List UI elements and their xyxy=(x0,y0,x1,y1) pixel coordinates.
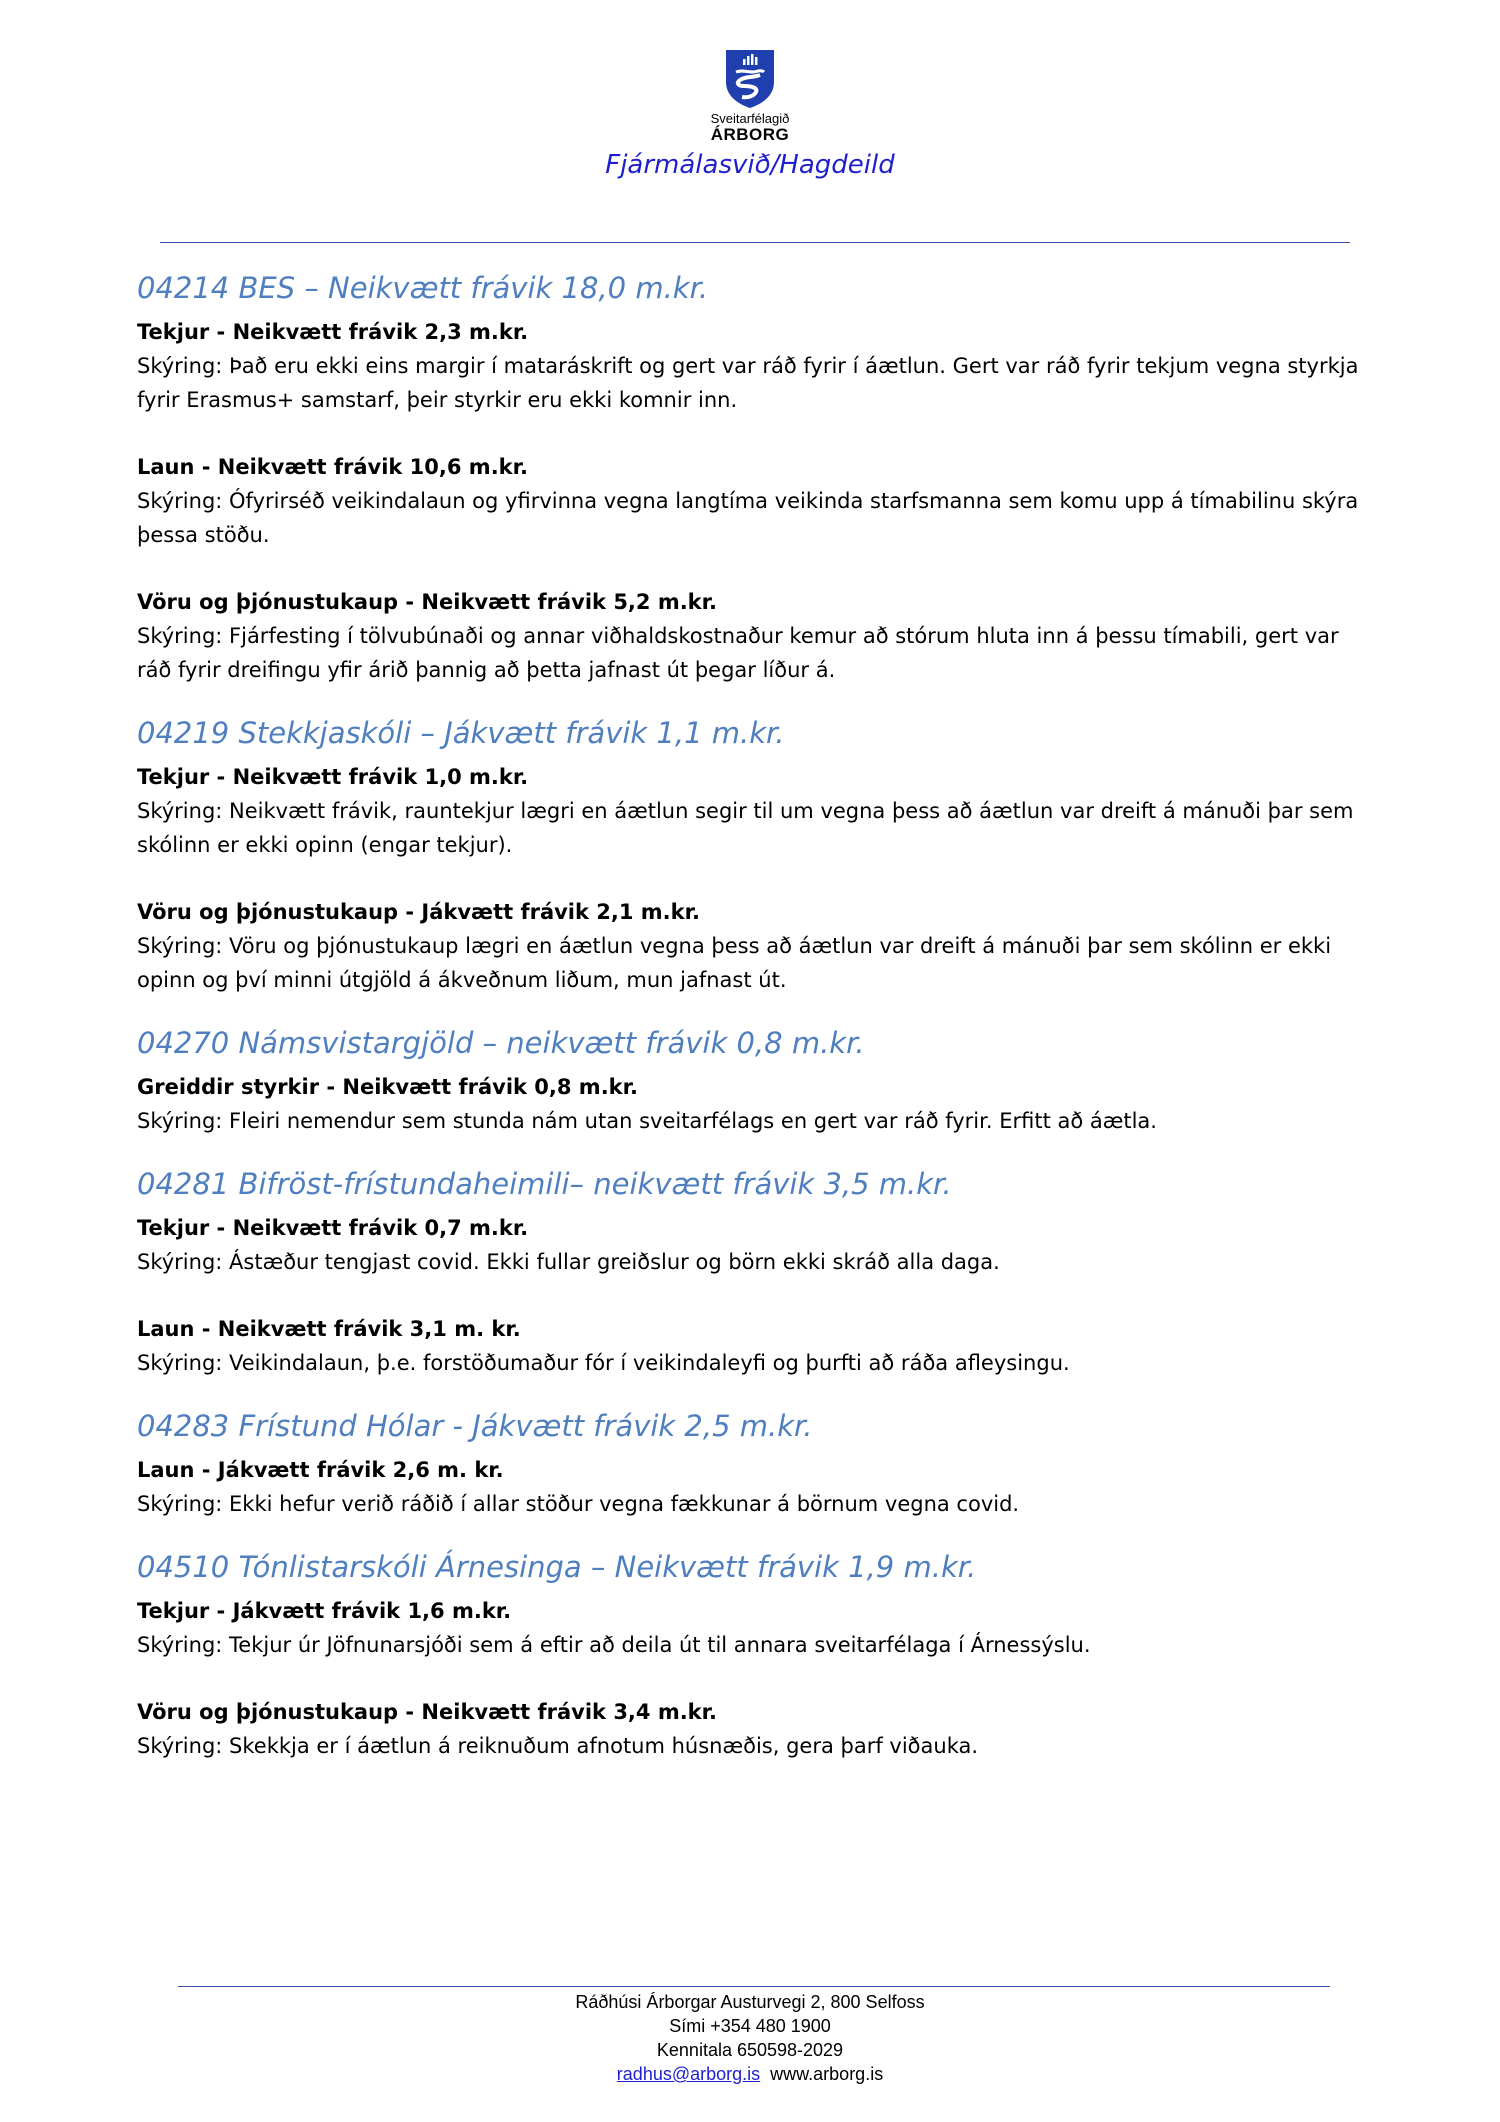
org-name: ÁRBORG xyxy=(710,125,790,144)
footer-address: Ráðhúsi Árborgar Austurvegi 2, 800 Selfoss xyxy=(575,1992,925,2012)
item-heading: Laun - Jákvætt frávik 2,6 m. kr. xyxy=(137,1458,504,1482)
header-divider xyxy=(160,242,1350,243)
list-item xyxy=(137,1595,1377,1662)
item-heading: Tekjur - Neikvætt frávik 1,0 m.kr. xyxy=(137,765,529,789)
item-heading: Tekjur - Neikvætt frávik 2,3 m.kr. xyxy=(137,320,529,344)
section-title: 04214 BES – Neikvætt frávik 18,0 m.kr. xyxy=(137,271,709,305)
item-explanation: Skýring: Tekjur úr Jöfnunarsjóði sem á eftir að deila út til annara sveitarfélaga í Árnessýslu. xyxy=(137,1633,1091,1657)
section-title: 04283 Frístund Hólar - Jákvætt frávik 2,5 m.kr. xyxy=(137,1409,813,1443)
footer-phone: Sími +354 480 1900 xyxy=(669,2016,831,2036)
list-item xyxy=(137,1212,1377,1279)
item-explanation: Skýring: Það eru ekki eins margir í mataráskrift og gert var ráð fyrir í áætlun. Gert var ráð fyrir tekjum vegna styrkja fyrir Erasmus+ samstarf, þeir styrkir eru ekki komnir inn. xyxy=(137,354,1359,412)
section-title: 04270 Námsvistargjöld – neikvætt frávik 0,8 m.kr. xyxy=(137,1026,865,1060)
item-heading: Laun - Neikvætt frávik 3,1 m. kr. xyxy=(137,1317,521,1341)
list-item xyxy=(137,316,1377,417)
list-item xyxy=(137,1696,1377,1763)
item-explanation: Skýring: Ástæður tengjast covid. Ekki fullar greiðslur og börn ekki skráð alla daga. xyxy=(137,1250,1000,1274)
footer-contact xyxy=(0,2062,1500,2086)
department-title: Fjármálasvið/Hagdeild xyxy=(605,150,895,180)
item-explanation: Skýring: Ófyrirséð veikindalaun og yfirvinna vegna langtíma veikinda starfsmanna sem komu upp á tímabilinu skýra þessa stöðu. xyxy=(137,489,1359,547)
list-item xyxy=(137,451,1377,552)
footer-divider xyxy=(178,1986,1330,1987)
item-explanation: Skýring: Fleiri nemendur sem stunda nám utan sveitarfélags en gert var ráð fyrir. Erfitt að áætla. xyxy=(137,1109,1157,1133)
item-explanation: Skýring: Ekki hefur verið ráðið í allar stöður vegna fækkunar á börnum vegna covid. xyxy=(137,1492,1020,1516)
section-title: 04219 Stekkjaskóli – Jákvætt frávik 1,1 m.kr. xyxy=(137,716,785,750)
section-04510 xyxy=(137,1547,1377,1763)
section-04281 xyxy=(137,1164,1377,1380)
arborg-crest-icon xyxy=(724,48,776,110)
page-footer xyxy=(0,1990,1500,2086)
item-heading: Vöru og þjónustukaup - Jákvætt frávik 2,1 m.kr. xyxy=(137,900,700,924)
item-explanation: Skýring: Skekkja er í áætlun á reiknuðum afnotum húsnæðis, gera þarf viðauka. xyxy=(137,1734,979,1758)
list-item xyxy=(137,1454,1377,1521)
section-title: 04510 Tónlistarskóli Árnesinga – Neikvætt frávik 1,9 m.kr. xyxy=(137,1550,977,1584)
item-heading: Vöru og þjónustukaup - Neikvætt frávik 3,4 m.kr. xyxy=(137,1700,717,1724)
item-heading: Tekjur - Neikvætt frávik 0,7 m.kr. xyxy=(137,1216,529,1240)
email-link[interactable]: radhus@arborg.is xyxy=(616,2064,761,2084)
section-04270 xyxy=(137,1023,1377,1138)
footer-kennitala: Kennitala 650598-2029 xyxy=(656,2040,844,2060)
item-explanation: Skýring: Vöru og þjónustukaup lægri en áætlun vegna þess að áætlun var dreift á mánuði þar sem skólinn er ekki opinn og því minni útgjöld á ákveðnum liðum, mun jafnast út. xyxy=(137,934,1332,992)
item-heading: Vöru og þjónustukaup - Neikvætt frávik 5,2 m.kr. xyxy=(137,590,717,614)
section-04214 xyxy=(137,268,1377,687)
list-item xyxy=(137,896,1377,997)
section-04283 xyxy=(137,1406,1377,1521)
list-item xyxy=(137,1313,1377,1380)
section-title: 04281 Bifröst-frístundaheimili– neikvætt frávik 3,5 m.kr. xyxy=(137,1167,952,1201)
section-04219 xyxy=(137,713,1377,997)
list-item xyxy=(137,761,1377,862)
item-explanation: Skýring: Neikvætt frávik, rauntekjur lægri en áætlun segir til um vegna þess að áætlun var dreift á mánuði þar sem skólinn er ekki opinn (engar tekjur). xyxy=(137,799,1354,857)
page-header xyxy=(0,48,1500,180)
list-item xyxy=(137,586,1377,687)
item-heading: Greiddir styrkir - Neikvætt frávik 0,8 m.kr. xyxy=(137,1075,638,1099)
item-explanation: Skýring: Fjárfesting í tölvubúnaði og annar viðhaldskostnaður kemur að stórum hluta inn á þessu tímabili, gert var ráð fyrir dreifingu yfir árið þannig að þetta jafnast út þegar líður á. xyxy=(137,624,1339,682)
item-explanation: Skýring: Veikindalaun, þ.e. forstöðumaður fór í veikindaleyfi og þurfti að ráða afleysingu. xyxy=(137,1351,1070,1375)
report-body xyxy=(137,268,1377,1789)
list-item xyxy=(137,1071,1377,1138)
item-heading: Laun - Neikvætt frávik 10,6 m.kr. xyxy=(137,455,528,479)
website-text: www.arborg.is xyxy=(770,2064,884,2084)
item-heading: Tekjur - Jákvætt frávik 1,6 m.kr. xyxy=(137,1599,512,1623)
org-name-small: Sveitarfélagið xyxy=(710,111,790,126)
